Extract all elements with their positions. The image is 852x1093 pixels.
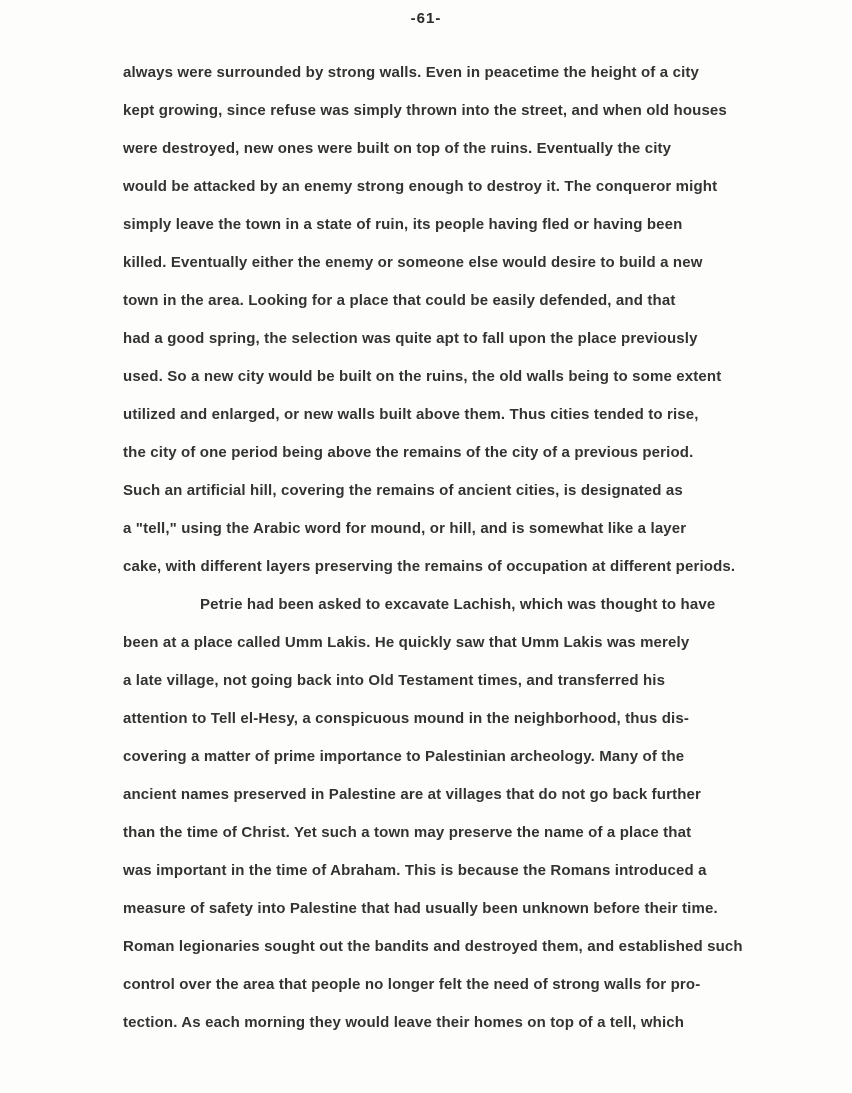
text-line: would be attacked by an enemy strong enough to destroy it. The conqueror might — [123, 178, 718, 195]
text-line: was important in the time of Abraham. This is because the Romans introduced a — [123, 862, 707, 879]
document-body — [123, 62, 833, 1050]
text-line: ancient names preserved in Palestine are at villages that do not go back further — [123, 786, 702, 803]
text-line: town in the area. Looking for a place that could be easily defended, and that — [123, 292, 676, 309]
text-line: the city of one period being above the remains of the city of a previous period. — [123, 444, 694, 461]
text-line: cake, with different layers preserving the remains of occupation at different periods. — [123, 558, 736, 575]
text-line: killed. Eventually either the enemy or someone else would desire to build a new — [123, 254, 703, 271]
text-line: a late village, not going back into Old Testament times, and transferred his — [123, 672, 666, 689]
text-line: a "tell," using the Arabic word for mound, or hill, and is somewhat like a layer — [123, 520, 687, 537]
text-line: tection. As each morning they would leave their homes on top of a tell, which — [123, 1014, 685, 1031]
text-line: kept growing, since refuse was simply thrown into the street, and when old houses — [123, 102, 727, 119]
text-line: used. So a new city would be built on the ruins, the old walls being to some extent — [123, 368, 722, 385]
text-line: covering a matter of prime importance to Palestinian archeology. Many of the — [123, 748, 685, 765]
text-line: utilized and enlarged, or new walls built above them. Thus cities tended to rise, — [123, 406, 699, 423]
text-line: than the time of Christ. Yet such a town may preserve the name of a place that — [123, 824, 692, 841]
page-number: -61- — [410, 10, 442, 27]
text-line: attention to Tell el-Hesy, a conspicuous mound in the neighborhood, thus dis- — [123, 710, 690, 727]
text-line: been at a place called Umm Lakis. He quickly saw that Umm Lakis was merely — [123, 634, 690, 651]
text-line: were destroyed, new ones were built on top of the ruins. Eventually the city — [123, 140, 672, 157]
text-line: had a good spring, the selection was quite apt to fall upon the place previously — [123, 330, 698, 347]
text-line: Roman legionaries sought out the bandits and destroyed them, and established such — [123, 938, 743, 955]
text-line: Such an artificial hill, covering the remains of ancient cities, is designated as — [123, 482, 683, 499]
text-line: measure of safety into Palestine that had usually been unknown before their time. — [123, 900, 718, 917]
text-line: simply leave the town in a state of ruin, its people having fled or having been — [123, 216, 683, 233]
paragraph-start-line: Petrie had been asked to excavate Lachish, which was thought to have — [200, 596, 716, 613]
text-line: control over the area that people no longer felt the need of strong walls for pro- — [123, 976, 701, 993]
text-line: always were surrounded by strong walls. Even in peacetime the height of a city — [123, 64, 700, 81]
